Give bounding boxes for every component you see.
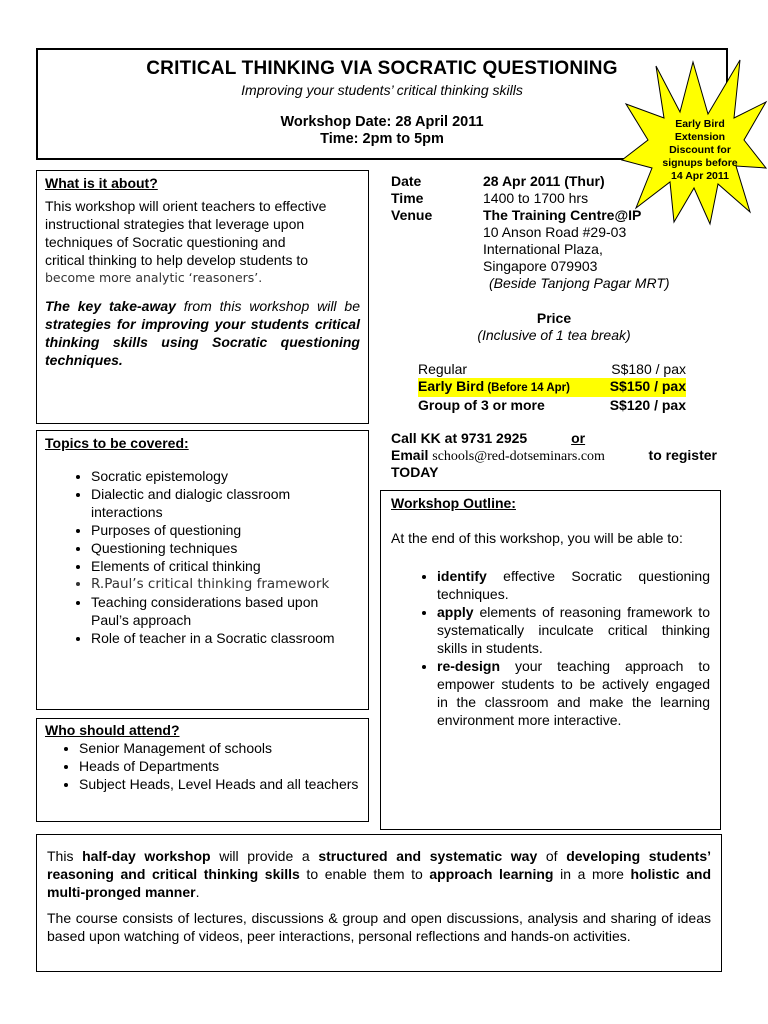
starburst-line: 14 Apr 2011	[671, 170, 729, 182]
summary-bold: holistic and multi-pronged manner	[47, 866, 711, 900]
price-row-regular	[418, 361, 686, 378]
about-line: This workshop will orient teachers to effective	[45, 198, 327, 214]
or-text: or	[571, 430, 586, 446]
outline-intro: At the end of this workshop, you will be able to:	[391, 530, 683, 546]
email-label: Email	[391, 447, 429, 463]
about-heading: What is it about?	[45, 175, 158, 191]
price-value: S$120 / pax	[609, 397, 686, 413]
outline-rest: your teaching approach to empower students to be actively engaged in the classroom and make the learning environment more interactive.	[437, 658, 710, 728]
takeaway-strategy: strategies for improving your students critical thinking skills using Socratic questioning techniques.	[45, 316, 360, 368]
summary-text: will provide a	[210, 848, 319, 864]
summary-text: .	[195, 884, 200, 900]
list-item	[437, 567, 710, 603]
list-item: • Senior Management of schools	[79, 739, 360, 757]
takeaway-mid: from this workshop will be	[175, 298, 360, 314]
price-value: S$150 / pax	[609, 378, 686, 394]
list-item: • Questioning techniques	[91, 539, 360, 557]
venue-line: International Plaza,	[483, 241, 603, 257]
attend-heading: Who should attend?	[45, 722, 180, 738]
outline-heading: Workshop Outline:	[391, 495, 516, 511]
outline-verb: apply	[437, 604, 474, 620]
price-row-group	[418, 397, 686, 414]
email-line	[391, 447, 717, 465]
outline-section	[380, 490, 721, 830]
about-line: instructional strategies that leverage upon	[45, 216, 305, 232]
attend-list	[45, 739, 360, 793]
summary-text: of	[537, 848, 567, 864]
list-item: • Subject Heads, Level Heads and all teachers	[79, 775, 360, 793]
date-label: Date	[391, 173, 422, 189]
price-table	[391, 361, 717, 414]
price-row-early-bird	[418, 378, 686, 397]
time-label: Time	[391, 190, 424, 206]
date-value: 28 Apr 2011 (Thur)	[483, 173, 605, 189]
outline-verb: re-design	[437, 658, 501, 674]
summary-paragraph-2: The course consists of lectures, discussions & group and open discussions, analysis and sharing of ideas based upon watching of videos, peer interactions, personal reflections and hands-on activities.	[47, 910, 711, 944]
venue-line: Singapore 079903	[483, 258, 598, 274]
page-title: CRITICAL THINKING VIA SOCRATIC QUESTIONING	[146, 58, 618, 79]
summary-bold: developing students’ reasoning and critical thinking skills	[47, 848, 711, 882]
page-subtitle: Improving your students’ critical thinking skills	[241, 82, 523, 98]
today-text: TODAY	[391, 464, 439, 480]
venue-note: (Beside Tanjong Pagar MRT)	[489, 275, 670, 291]
about-line: techniques of Socratic questioning and	[45, 234, 286, 250]
list-item	[437, 603, 710, 657]
about-paragraph	[45, 197, 360, 287]
price-label: Regular	[418, 361, 468, 377]
email-link[interactable]: schools@red-dotseminars.com	[432, 449, 605, 464]
venue-row	[391, 207, 717, 275]
list-item: • Dialectic and dialogic classroom interactions	[91, 485, 360, 521]
about-line: become more analytic ‘reasoners’.	[45, 270, 263, 285]
summary-text: in a more	[553, 866, 631, 882]
venue-value	[483, 207, 717, 275]
price-value: S$180 / pax	[611, 361, 686, 377]
summary-text: This	[47, 848, 83, 864]
list-item: • Heads of Departments	[79, 757, 360, 775]
price-label-note: (Before 14 Apr)	[484, 382, 570, 394]
summary-section	[36, 834, 722, 972]
time-value: 1400 to 1700 hrs	[483, 190, 589, 206]
summary-bold: structured and systematic way	[318, 848, 538, 864]
outline-list	[391, 567, 710, 729]
list-item: • Elements of critical thinking	[91, 557, 360, 575]
time-row	[391, 190, 717, 207]
call-text: Call KK at 9731 2925	[391, 430, 528, 446]
summary-bold: approach learning	[429, 866, 554, 882]
price-label	[418, 378, 570, 397]
starburst-line: Early Bird	[675, 118, 725, 130]
topics-heading: Topics to be covered:	[45, 435, 189, 451]
starburst-line: Discount for	[669, 144, 731, 156]
list-item: • Teaching considerations based upon Paul’s approach	[91, 593, 360, 629]
starburst-line: Extension	[674, 131, 726, 143]
workshop-date-text: Workshop Date: 28 April 2011	[280, 114, 484, 130]
outline-rest: elements of reasoning framework to systematically inculcate critical thinking skills in students.	[437, 604, 710, 656]
price-note: (Inclusive of 1 tea break)	[477, 327, 631, 343]
list-item	[437, 657, 710, 729]
list-item: • Socratic epistemology	[91, 467, 360, 485]
call-line	[391, 430, 717, 447]
topics-list	[45, 467, 360, 647]
venue-label: Venue	[391, 207, 433, 223]
attend-section	[36, 718, 369, 822]
date-row	[391, 173, 717, 190]
starburst-line: signups before	[662, 157, 738, 169]
about-section	[36, 170, 369, 424]
price-label: Group of 3 or more	[418, 397, 545, 413]
takeaway-lead: The key take-away	[45, 298, 176, 314]
workshop-time-text: Time: 2pm to 5pm	[320, 131, 444, 147]
about-line: critical thinking to help develop students to	[45, 252, 309, 268]
outline-verb: identify	[437, 568, 487, 584]
price-label-text: Early Bird	[418, 378, 485, 394]
summary-bold: half-day workshop	[82, 848, 211, 864]
list-item: • Purposes of questioning	[91, 521, 360, 539]
register-text: to register	[648, 447, 717, 463]
summary-text: to enable them to	[299, 866, 430, 882]
venue-name: The Training Centre@IP	[483, 207, 642, 223]
event-info	[391, 173, 717, 480]
venue-line: 10 Anson Road #29-03	[483, 224, 627, 240]
price-heading: Price	[536, 310, 572, 326]
list-item: • R.Paul’s critical thinking framework	[91, 575, 360, 593]
topics-section	[36, 430, 369, 710]
list-item: • Role of teacher in a Socratic classroom	[91, 629, 360, 647]
outline-rest: effective Socratic questioning techniques.	[437, 568, 710, 602]
about-takeaway	[45, 297, 360, 369]
summary-paragraph-1	[47, 847, 711, 901]
